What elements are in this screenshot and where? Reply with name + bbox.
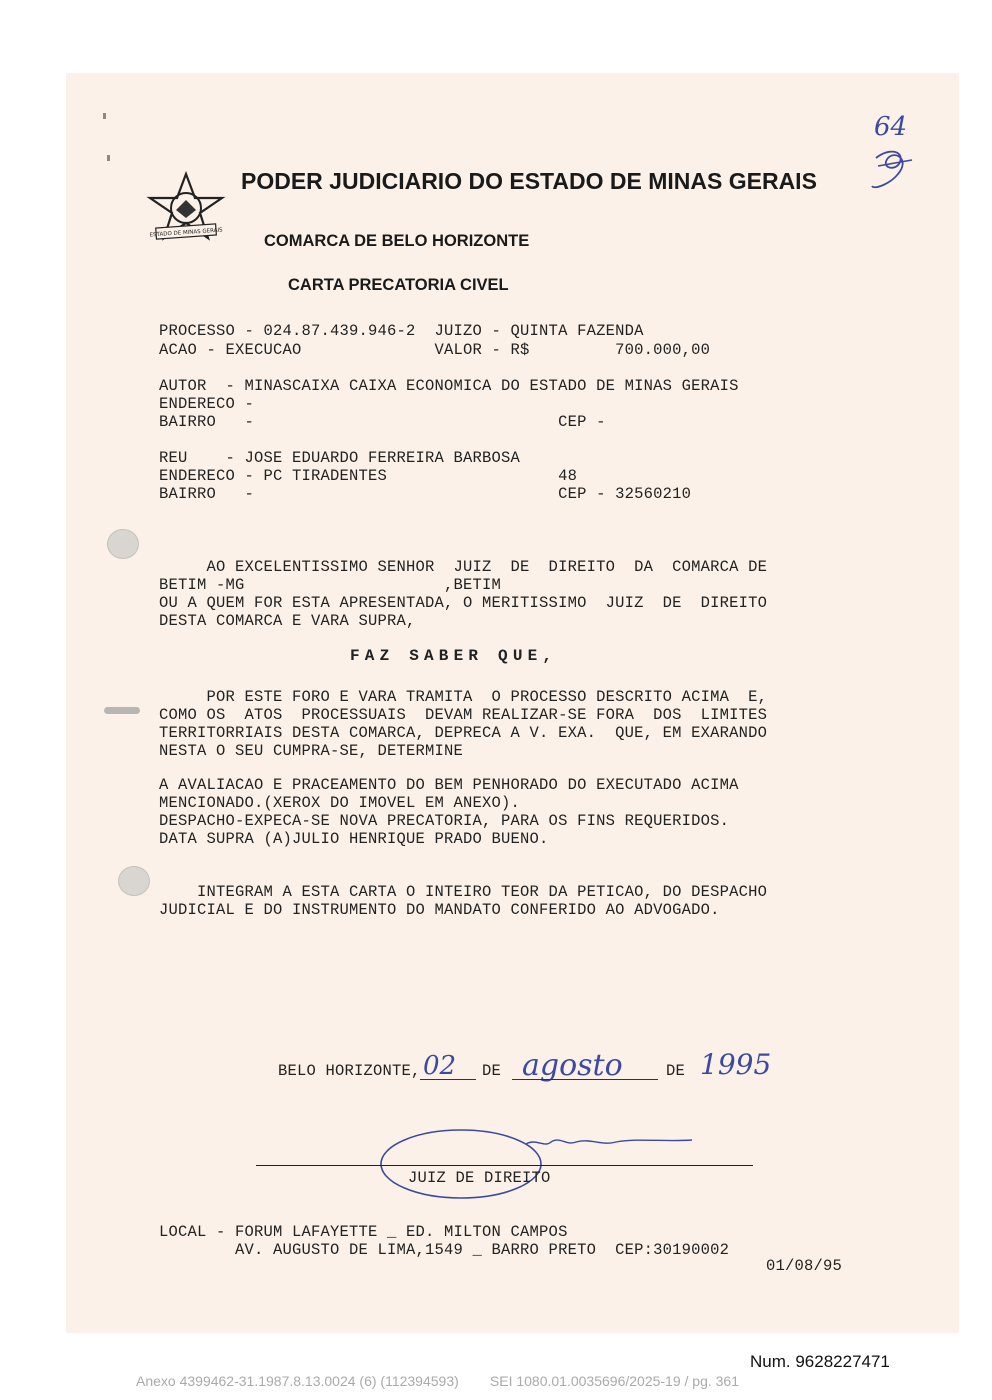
case-line-2: ACAO - EXECUCAO VALOR - R$ 700.000,00	[159, 341, 711, 359]
date-month-underline	[512, 1079, 658, 1080]
location-line-2: AV. AUGUSTO DE LIMA,1549 _ BARRO PRETO CEP:30190002	[159, 1241, 730, 1259]
folio-number: 64	[874, 112, 908, 142]
scan-dot	[107, 155, 110, 161]
date-de-2: DE	[666, 1062, 686, 1080]
reu-endereco: ENDERECO - PC TIRADENTES 48	[159, 467, 578, 485]
document-type-heading: CARTA PRECATORIA CIVEL	[288, 276, 509, 294]
paragraph-4-line-1: INTEGRAM A ESTA CARTA O INTEIRO TEOR DA PETICAO, DO DESPACHO	[159, 883, 768, 901]
date-year: 1995	[700, 1048, 772, 1081]
case-line-1: PROCESSO - 024.87.439.946-2 JUIZO - QUINTA FAZENDA	[159, 322, 644, 340]
signature-label: JUIZ DE DIREITO	[408, 1169, 551, 1187]
document-number: Num. 9628227471	[750, 1352, 890, 1371]
scan-mark	[104, 707, 140, 714]
document-date: 01/08/95	[766, 1257, 843, 1275]
date-city: BELO HORIZONTE,	[278, 1062, 421, 1080]
paragraph-2-line-4: NESTA O SEU CUMPRA-SE, DETERMINE	[159, 742, 464, 760]
comarca-heading: COMARCA DE BELO HORIZONTE	[264, 232, 530, 250]
date-month: agosto	[522, 1048, 623, 1083]
paragraph-3-line-2: MENCIONADO.(XEROX DO IMOVEL EM ANEXO).	[159, 794, 521, 812]
svg-text:ESTADO DE MINAS GERAIS: ESTADO DE MINAS GERAIS	[149, 227, 223, 239]
reu-line: REU - JOSE EDUARDO FERREIRA BARBOSA	[159, 449, 521, 467]
date-de-1: DE	[482, 1062, 502, 1080]
paragraph-3-line-4: DATA SUPRA (A)JULIO HENRIQUE PRADO BUENO.	[159, 830, 549, 848]
paragraph-1-line-1: AO EXCELENTISSIMO SENHOR JUIZ DE DIREITO DA COMARCA DE	[159, 558, 768, 576]
punch-hole-top	[107, 529, 139, 559]
paragraph-3-line-3: DESPACHO-EXPECA-SE NOVA PRECATORIA, PARA OS FINS REQUERIDOS.	[159, 812, 730, 830]
judge-signature	[376, 1124, 706, 1204]
punch-hole-bottom	[118, 866, 150, 896]
paragraph-2-line-3: TERRITORRIAIS DESTA COMARCA, DEPRECA A V. EXA. QUE, EM EXARANDO	[159, 724, 768, 742]
autor-bairro: BAIRRO - CEP -	[159, 413, 606, 431]
paragraph-3-line-1: A AVALIACAO E PRACEAMENTO DO BEM PENHORADO DO EXECUTADO ACIMA	[159, 776, 739, 794]
date-day: 02	[423, 1051, 457, 1081]
autor-line: AUTOR - MINASCAIXA CAIXA ECONOMICA DO ESTADO DE MINAS GERAIS	[159, 377, 739, 395]
paragraph-2-line-1: POR ESTE FORO E VARA TRAMITA O PROCESSO DESCRITO ACIMA E,	[159, 688, 768, 706]
faz-saber-heading: FAZ SABER QUE,	[350, 647, 558, 665]
paragraph-1-line-3: OU A QUEM FOR ESTA APRESENTADA, O MERITISSIMO JUIZ DE DIREITO	[159, 594, 768, 612]
scan-dot	[103, 113, 106, 119]
paragraph-4-line-2: JUDICIAL E DO INSTRUMENTO DO MANDATO CONFERIDO AO ADVOGADO.	[159, 901, 720, 919]
paragraph-1-line-4: DESTA COMARCA E VARA SUPRA,	[159, 612, 416, 630]
date-day-underline	[420, 1079, 476, 1080]
state-seal-icon	[142, 170, 230, 248]
reu-bairro: BAIRRO - CEP - 32560210	[159, 485, 692, 503]
autor-endereco: ENDERECO -	[159, 395, 255, 413]
court-title: PODER JUDICIARIO DO ESTADO DE MINAS GERAIS	[241, 168, 817, 194]
location-line-1: LOCAL - FORUM LAFAYETTE _ ED. MILTON CAMPOS	[159, 1223, 568, 1241]
paragraph-1-line-2: BETIM -MG ,BETIM	[159, 576, 502, 594]
signature-line	[256, 1165, 753, 1166]
paragraph-2-line-2: COMO OS ATOS PROCESSUAIS DEVAM REALIZAR-SE FORA DOS LIMITES	[159, 706, 768, 724]
folio-scribble	[868, 138, 918, 194]
annex-reference: Anexo 4399462-31.1987.8.13.0024 (6) (112394593) SEI 1080.01.0035696/2025-19 / pg. 361	[136, 1373, 739, 1389]
